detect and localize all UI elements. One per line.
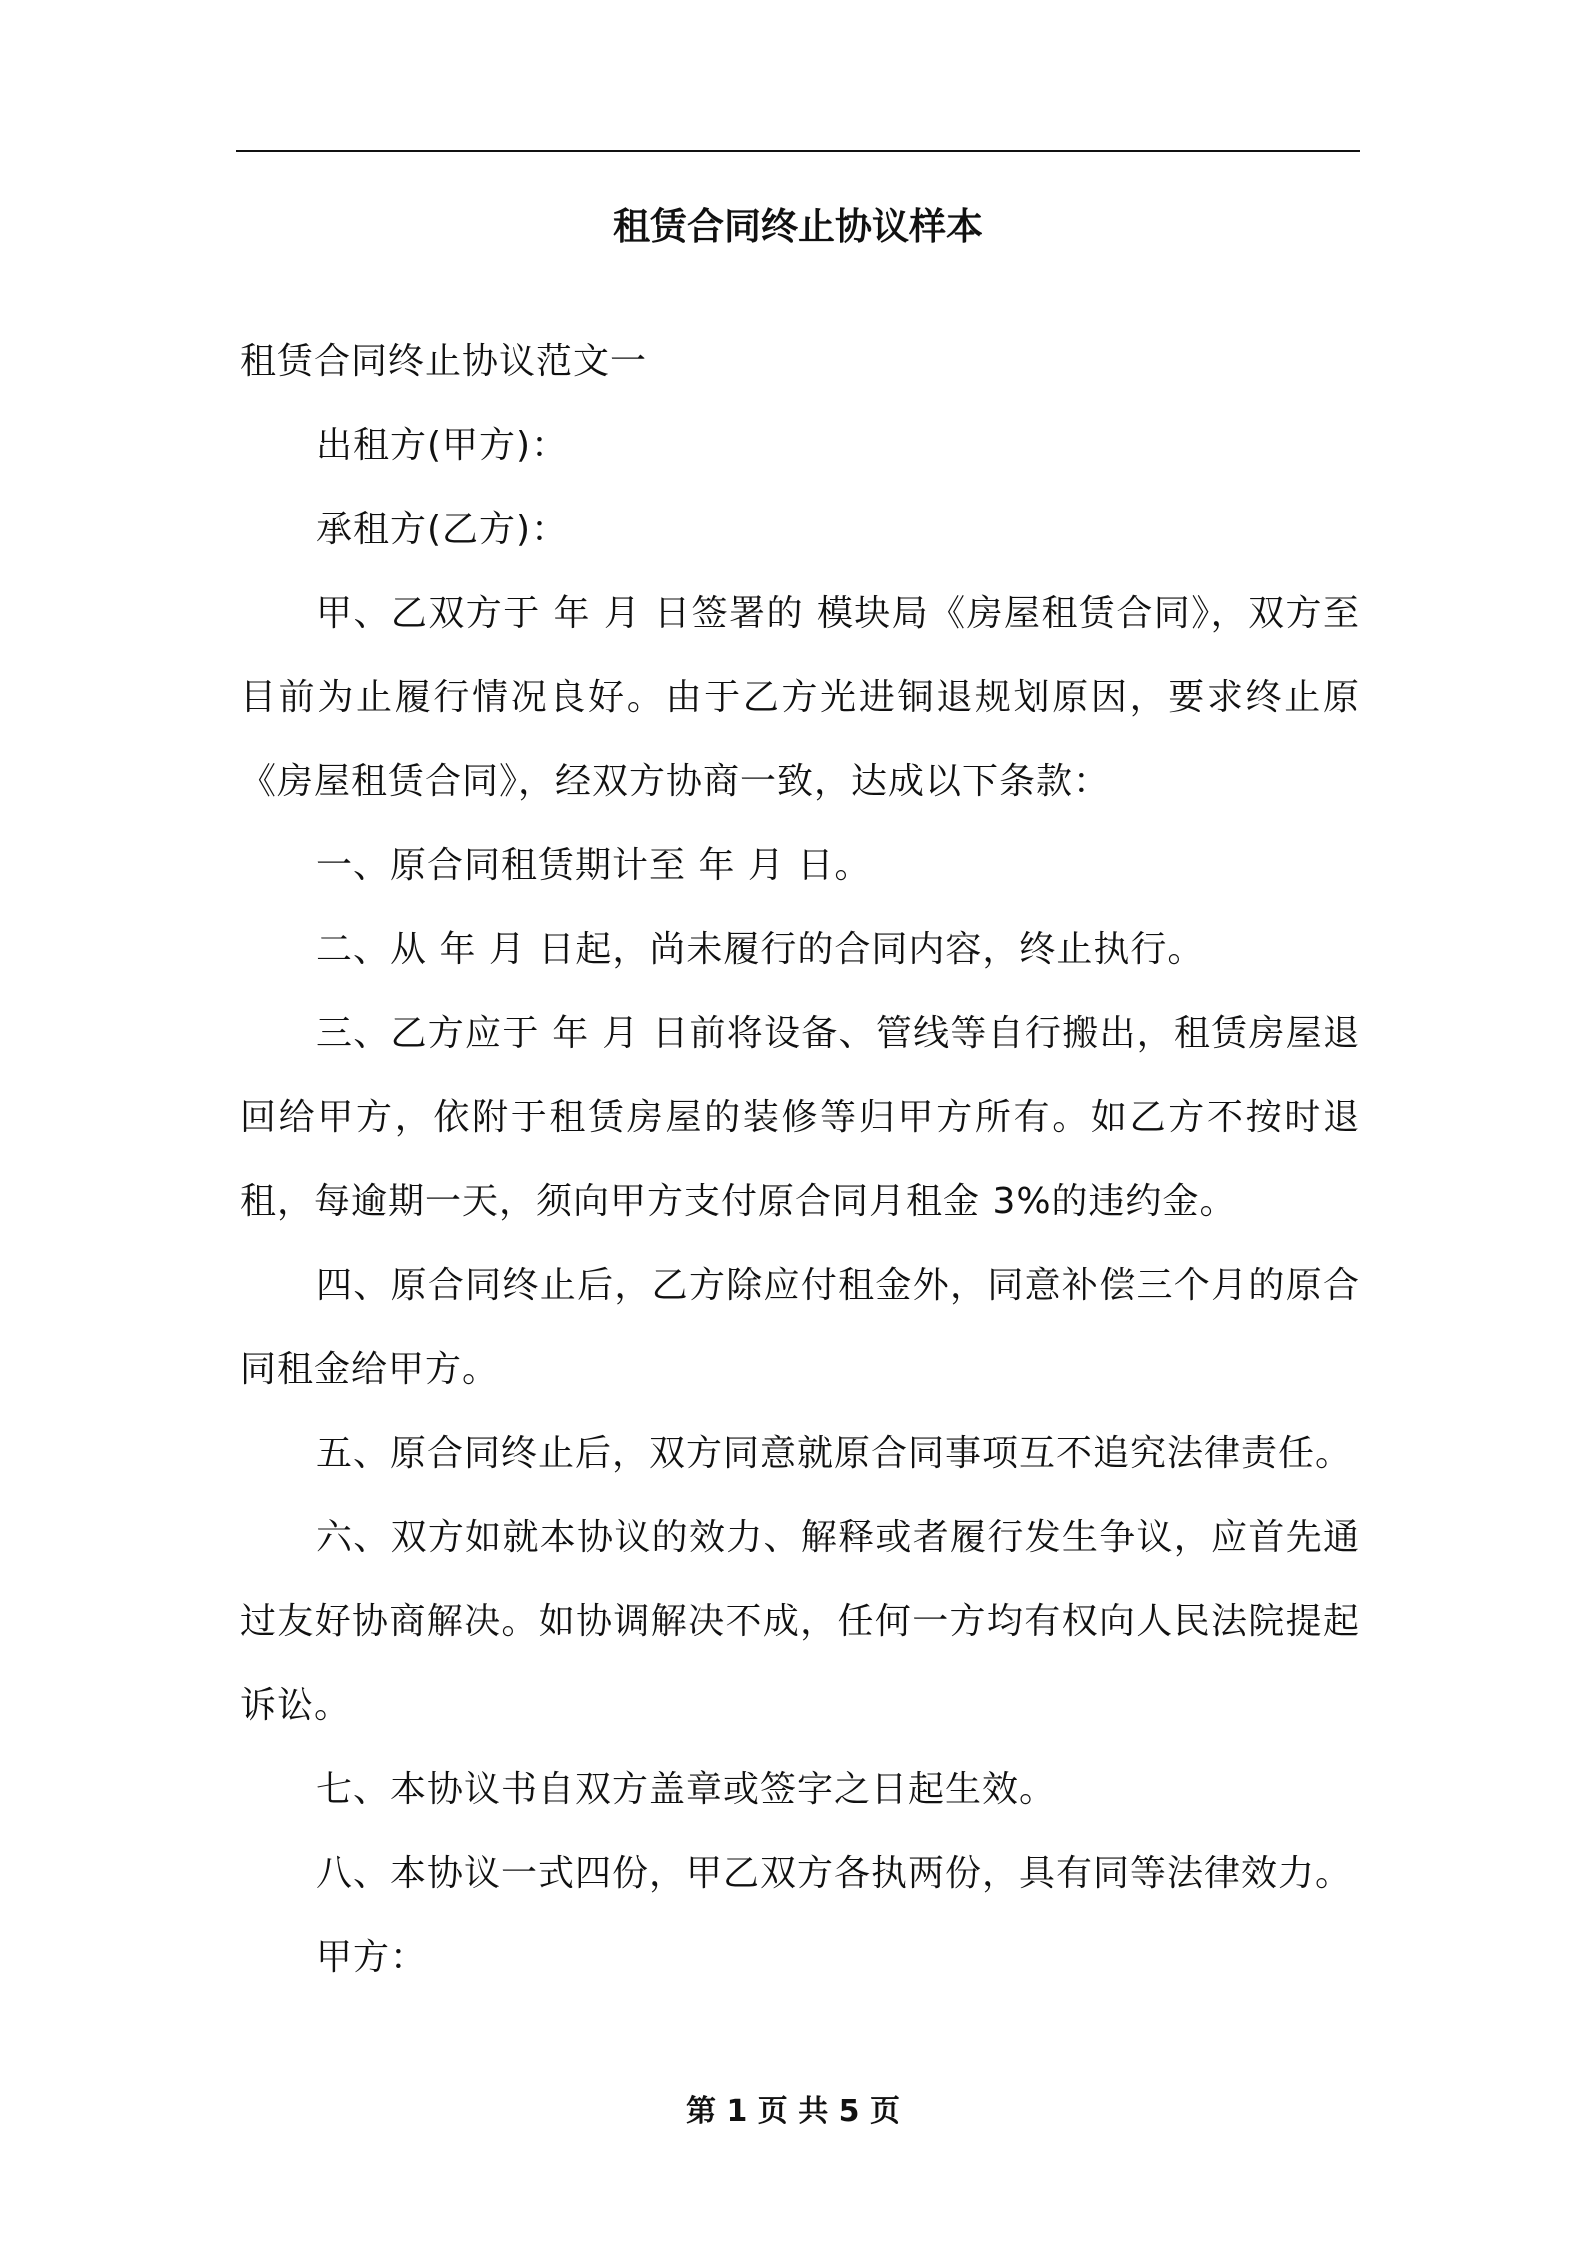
clause-5: 五、原合同终止后，双方同意就原合同事项互不追究法律责任。	[316, 1433, 1353, 1474]
document-body	[240, 320, 1360, 2000]
document-subtitle: 租赁合同终止协议范文一	[240, 341, 648, 382]
page-indicator: 第 1 页 共 5 页	[686, 2094, 900, 2129]
header-rule	[236, 150, 1360, 152]
intro-paragraph: 甲、乙双方于 年 月 日签署的 模块局《房屋租赁合同》，双方至目前为止履行情况良好。由于乙方光进铜退规划原因，要求终止原《房屋租赁合同》，经双方协商一致，达成以下条款：	[240, 593, 1360, 802]
clause-8: 八、本协议一式四份，甲乙双方各执两份，具有同等法律效力。	[316, 1853, 1353, 1894]
lessee-label: 承租方(乙方)：	[316, 509, 569, 550]
document-title: 租赁合同终止协议样本	[613, 205, 983, 248]
party-a-signature-label: 甲方：	[316, 1937, 428, 1978]
clause-1: 一、原合同租赁期计至 年 月 日。	[316, 845, 872, 886]
clause-6: 六、双方如就本协议的效力、解释或者履行发生争议，应首先通过友好协商解决。如协调解决不成，任何一方均有权向人民法院提起诉讼。	[240, 1517, 1360, 1726]
clause-7: 七、本协议书自双方盖章或签字之日起生效。	[316, 1769, 1057, 1810]
clause-3: 三、乙方应于 年 月 日前将设备、管线等自行搬出，租赁房屋退回给甲方，依附于租赁房屋的装修等归甲方所有。如乙方不按时退租，每逾期一天，须向甲方支付原合同月租金 3%的违约金。	[240, 1013, 1360, 1222]
lessor-label: 出租方(甲方)：	[316, 425, 569, 466]
clause-2: 二、从 年 月 日起，尚未履行的合同内容，终止执行。	[316, 929, 1205, 970]
clause-4: 四、原合同终止后，乙方除应付租金外，同意补偿三个月的原合同租金给甲方。	[240, 1265, 1360, 1390]
